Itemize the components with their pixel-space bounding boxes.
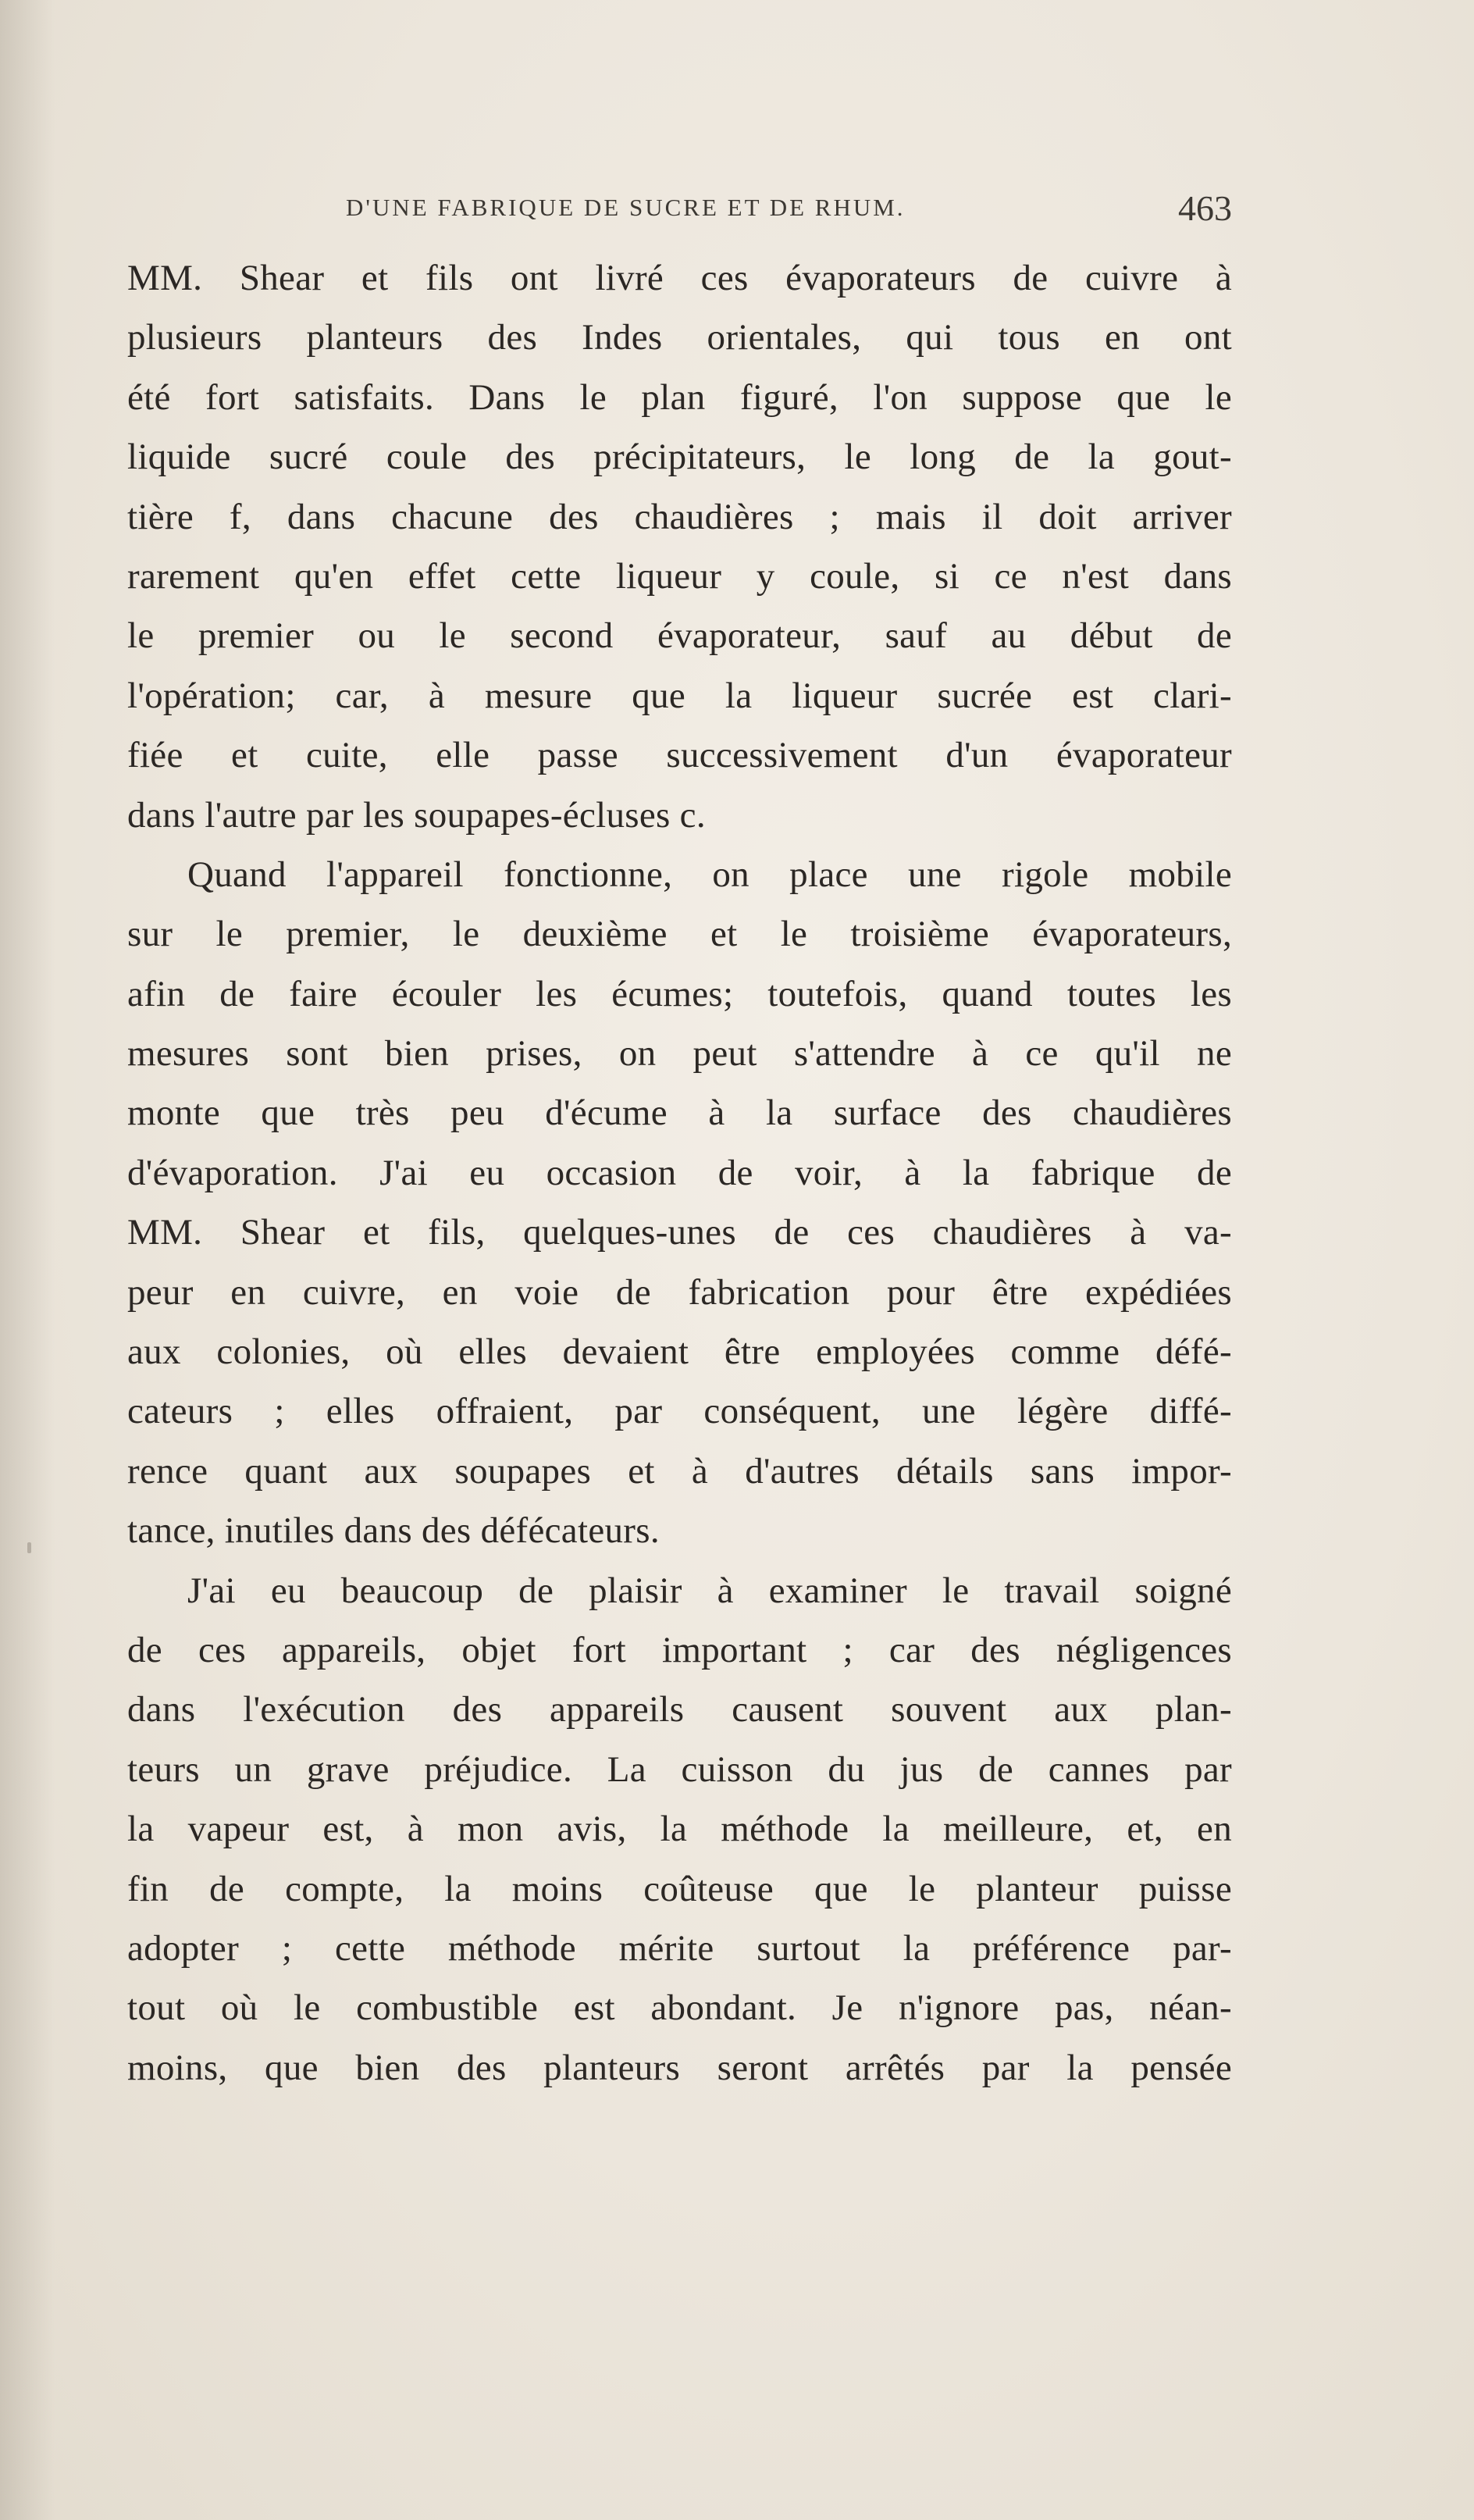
margin-mark	[27, 1542, 31, 1553]
text-line: teurs un grave préjudice. La cuisson du jus de cannes par	[127, 1748, 1232, 1790]
text-line: J'ai eu beaucoup de plaisir à examiner le travail soigné	[187, 1570, 1232, 1611]
text-line: de ces appareils, objet fort important ; car des négligences	[127, 1629, 1232, 1670]
text-line: liquide sucré coule des précipitateurs, le long de la gout-	[127, 437, 1232, 478]
text-line: aux colonies, où elles devaient être employées comme défé-	[127, 1331, 1232, 1373]
body-text	[127, 248, 1232, 2098]
text-line: moins, que bien des planteurs seront arrêtés par la pensée	[127, 2047, 1232, 2088]
text-line: adopter ; cette méthode mérite surtout la préférence par-	[127, 1927, 1232, 1969]
text-line: plusieurs planteurs des Indes orientales, qui tous en ont	[127, 317, 1232, 358]
text-line: l'opération; car, à mesure que la liqueur sucrée est clari-	[127, 675, 1232, 716]
text-line: MM. Shear et fils ont livré ces évaporateurs de cuivre à	[127, 258, 1232, 298]
text-line: MM. Shear et fils, quelques-unes de ces chaudières à va-	[127, 1212, 1232, 1253]
text-line: la vapeur est, à mon avis, la méthode la meilleure, et, en	[127, 1809, 1232, 1850]
text-line: le premier ou le second évaporateur, sauf au début de	[127, 615, 1232, 657]
text-line: été fort satisfaits. Dans le plan figuré, l'on suppose que le	[127, 376, 1232, 418]
text-line: peur en cuivre, en voie de fabrication pour être expédiées	[127, 1271, 1232, 1313]
text-line: fiée et cuite, elle passe successivement d'un évaporateur	[127, 735, 1232, 776]
text-line: cateurs ; elles offraient, par conséquent, une légère diffé-	[127, 1391, 1232, 1432]
text-line: tout où le combustible est abondant. Je n'ignore pas, néan-	[127, 1987, 1232, 2029]
text-line: dans l'exécution des appareils causent souvent aux plan-	[127, 1689, 1232, 1730]
text-line: tière f, dans chacune des chaudières ; mais il doit arriver	[127, 496, 1232, 537]
text-line: dans l'autre par les soupapes-écluses c.	[127, 794, 706, 836]
running-head: D'UNE FABRIQUE DE SUCRE ET DE RHUM.	[346, 194, 906, 221]
text-line: mesures sont bien prises, on peut s'attendre à ce qu'il ne	[127, 1033, 1232, 1075]
text-line: tance, inutiles dans des défécateurs.	[127, 1510, 660, 1552]
text-line: sur le premier, le deuxième et le troisième évaporateurs,	[127, 914, 1232, 955]
gutter-shadow	[0, 0, 55, 2520]
page-number: 463	[1178, 188, 1232, 228]
text-line: monte que très peu d'écume à la surface des chaudières	[127, 1092, 1232, 1134]
page-header	[127, 187, 1232, 234]
text-line: afin de faire écouler les écumes; toutefois, quand toutes les	[127, 973, 1232, 1014]
text-line: rence quant aux soupapes et à d'autres détails sans impor-	[127, 1450, 1232, 1492]
text-line: Quand l'appareil fonctionne, on place une rigole mobile	[187, 854, 1232, 895]
text-line: rarement qu'en effet cette liqueur y coule, si ce n'est dans	[127, 555, 1232, 597]
text-line: d'évaporation. J'ai eu occasion de voir, à la fabrique de	[127, 1152, 1232, 1193]
text-line: fin de compte, la moins coûteuse que le planteur puisse	[127, 1868, 1232, 1909]
